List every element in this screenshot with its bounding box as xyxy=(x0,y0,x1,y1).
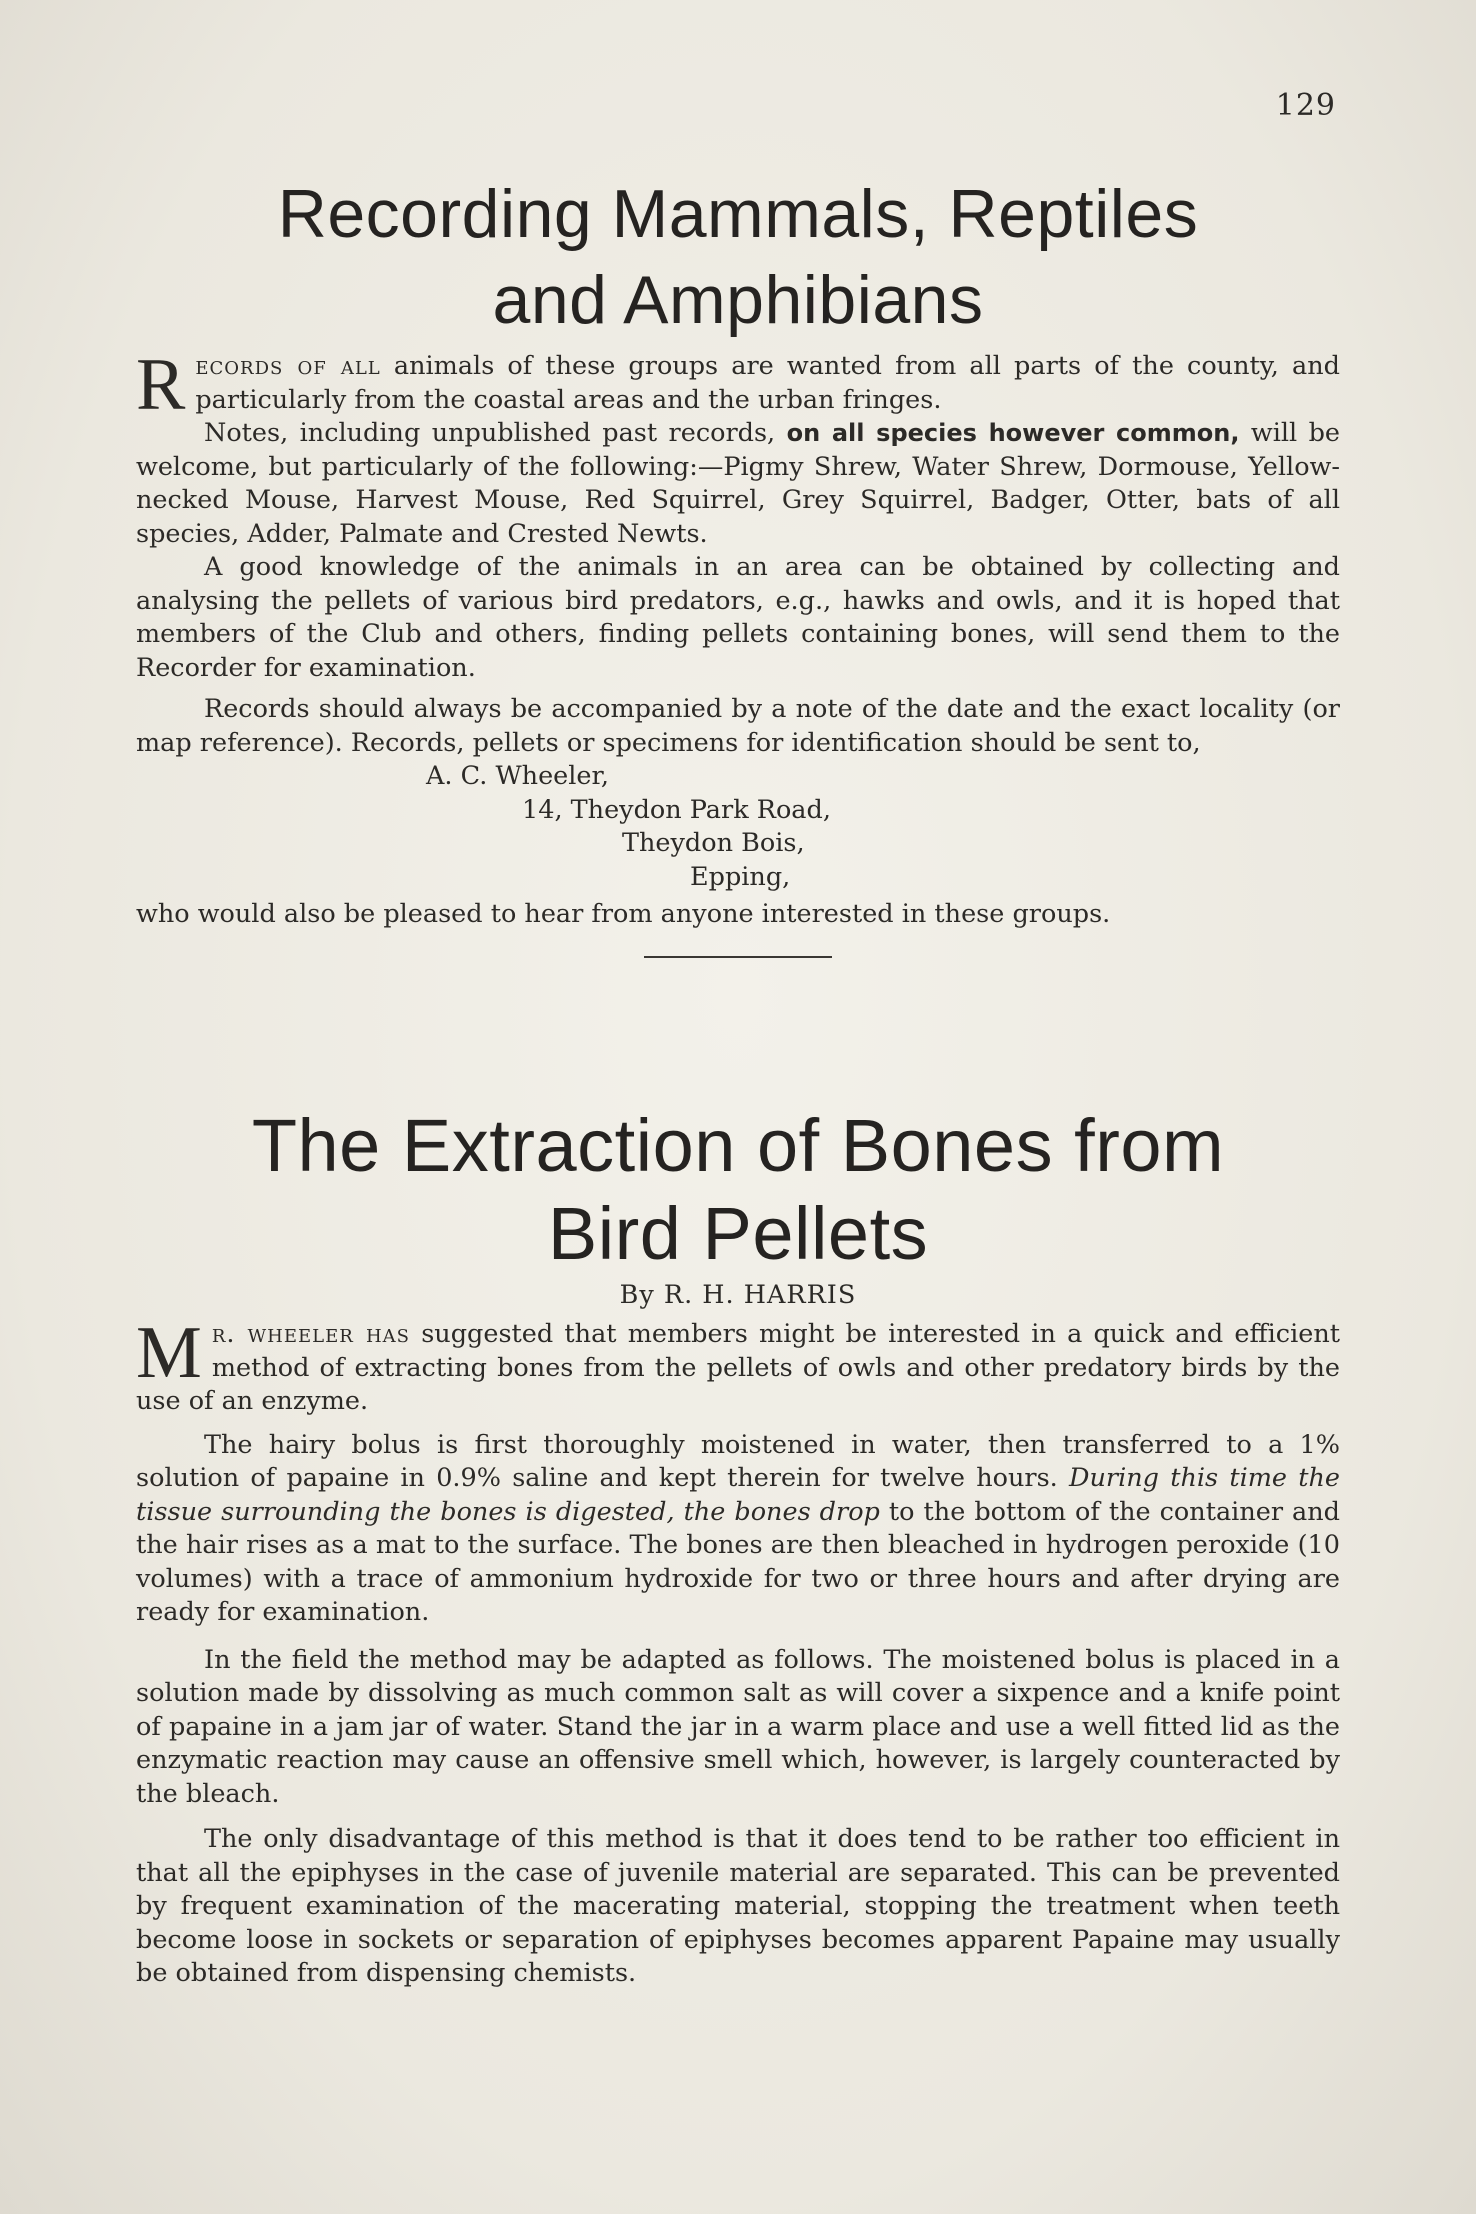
paragraph: A good knowledge of the animals in an area can be obtained by collecting and analysing the pellets of various bird predators, e.g., hawks and owls, and it is hoped that members of the Club and others, finding pellets containing bones, will send them to the Recorder for examination. xyxy=(136,552,1340,683)
address-line: Theydon Bois, xyxy=(622,828,805,858)
article-title-line-2: and Amphibians xyxy=(492,262,984,338)
article-title-line-1: The Extraction of Bones from xyxy=(251,1104,1225,1187)
paragraph: The only disadvantage of this method is that it does tend to be rather too efficient in that all the epiphyses in the case of juvenile material are separated. This can be prevented by frequent examination of the macerating material, stopping the treatment when teeth become loose in sockets or separation of epiphyses becomes apparent Papaine may usually be obtained from dispensing chemists. xyxy=(136,1824,1340,1988)
article-title-line-1: Recording Mammals, Reptiles xyxy=(277,176,1199,252)
paragraph xyxy=(136,1429,1340,1630)
paragraph xyxy=(136,417,1340,551)
paragraph-text: suggested that members might be interested in a quick and efficient method of extracting bones from the pellets of owls and other predatory birds by the use of an enzyme. xyxy=(136,1319,1340,1416)
drop-cap: R xyxy=(136,344,186,426)
byline: By R. H. HARRIS xyxy=(619,1280,857,1310)
paragraph: Records should always be accompanied by a note of the date and the exact locality (or map reference). Records, pellets or specimens for identification should be sent to, xyxy=(136,694,1340,758)
paragraph: In the field the method may be adapted as follows. The moistened bolus is placed in a solution made by dissolving as much common salt as will cover a sixpence and a knife point of papaine in a jam jar of water. Stand the jar in a warm place and use a well fitted lid as the enzymatic reaction may cause an offensive smell which, however, is largely counteracted by the bleach. xyxy=(136,1644,1340,1809)
paragraph-text: Notes, including unpublished past records, xyxy=(204,418,787,448)
address-line: 14, Theydon Park Road, xyxy=(522,794,831,825)
article-extraction-of-bones xyxy=(136,1100,1340,1991)
paragraph xyxy=(136,1312,1340,1419)
paragraph-text: The hairy bolus is first thoroughly moistened in water, then transferred to a 1% solution of papaine in 0.9% saline and kept therein for twelve hours. xyxy=(136,1429,1340,1493)
paragraph: who would also be pleased to hear from anyone interested in these groups. xyxy=(136,899,1111,929)
paragraph xyxy=(136,344,1340,426)
smallcaps-lead: r. wheeler has xyxy=(211,1319,411,1349)
italic-text: During this time the tissue surrounding the bones is digested, the bones drop xyxy=(136,1463,1341,1527)
article-title-line-2: Bird Pellets xyxy=(547,1192,929,1275)
paragraph-text: animals of these groups are wanted from all parts of the county, and particularly from the coastal areas and the urban fringes. xyxy=(195,351,1340,415)
smallcaps-lead: ecords of all xyxy=(195,351,381,381)
article-recording-mammals xyxy=(136,170,1340,958)
paragraph-text: to the bottom of the container and the hair rises as a mat to the surface. The bones are then bleached in hydrogen peroxide (10 volumes) with a trace of ammonium hydroxide for two or three hours and after drying are ready for examination. xyxy=(136,1496,1340,1627)
address-block xyxy=(136,760,1340,894)
page-number: 129 xyxy=(1275,88,1336,123)
bold-text: on all species however common, xyxy=(786,419,1240,447)
address-line: A. C. Wheeler, xyxy=(426,761,609,791)
drop-cap: M xyxy=(136,1312,202,1394)
address-line: Epping, xyxy=(690,861,791,892)
paragraph-text: will be welcome, but particularly of the following:—Pigmy Shrew, Water Shrew, Dormouse, Yellow-necked Mouse, Harvest Mouse, Red Squirrel, Grey Squirrel, Badger, Otter, bats of all species, Adder, Palmate and Crested Newts. xyxy=(136,418,1340,549)
section-divider xyxy=(644,956,832,958)
